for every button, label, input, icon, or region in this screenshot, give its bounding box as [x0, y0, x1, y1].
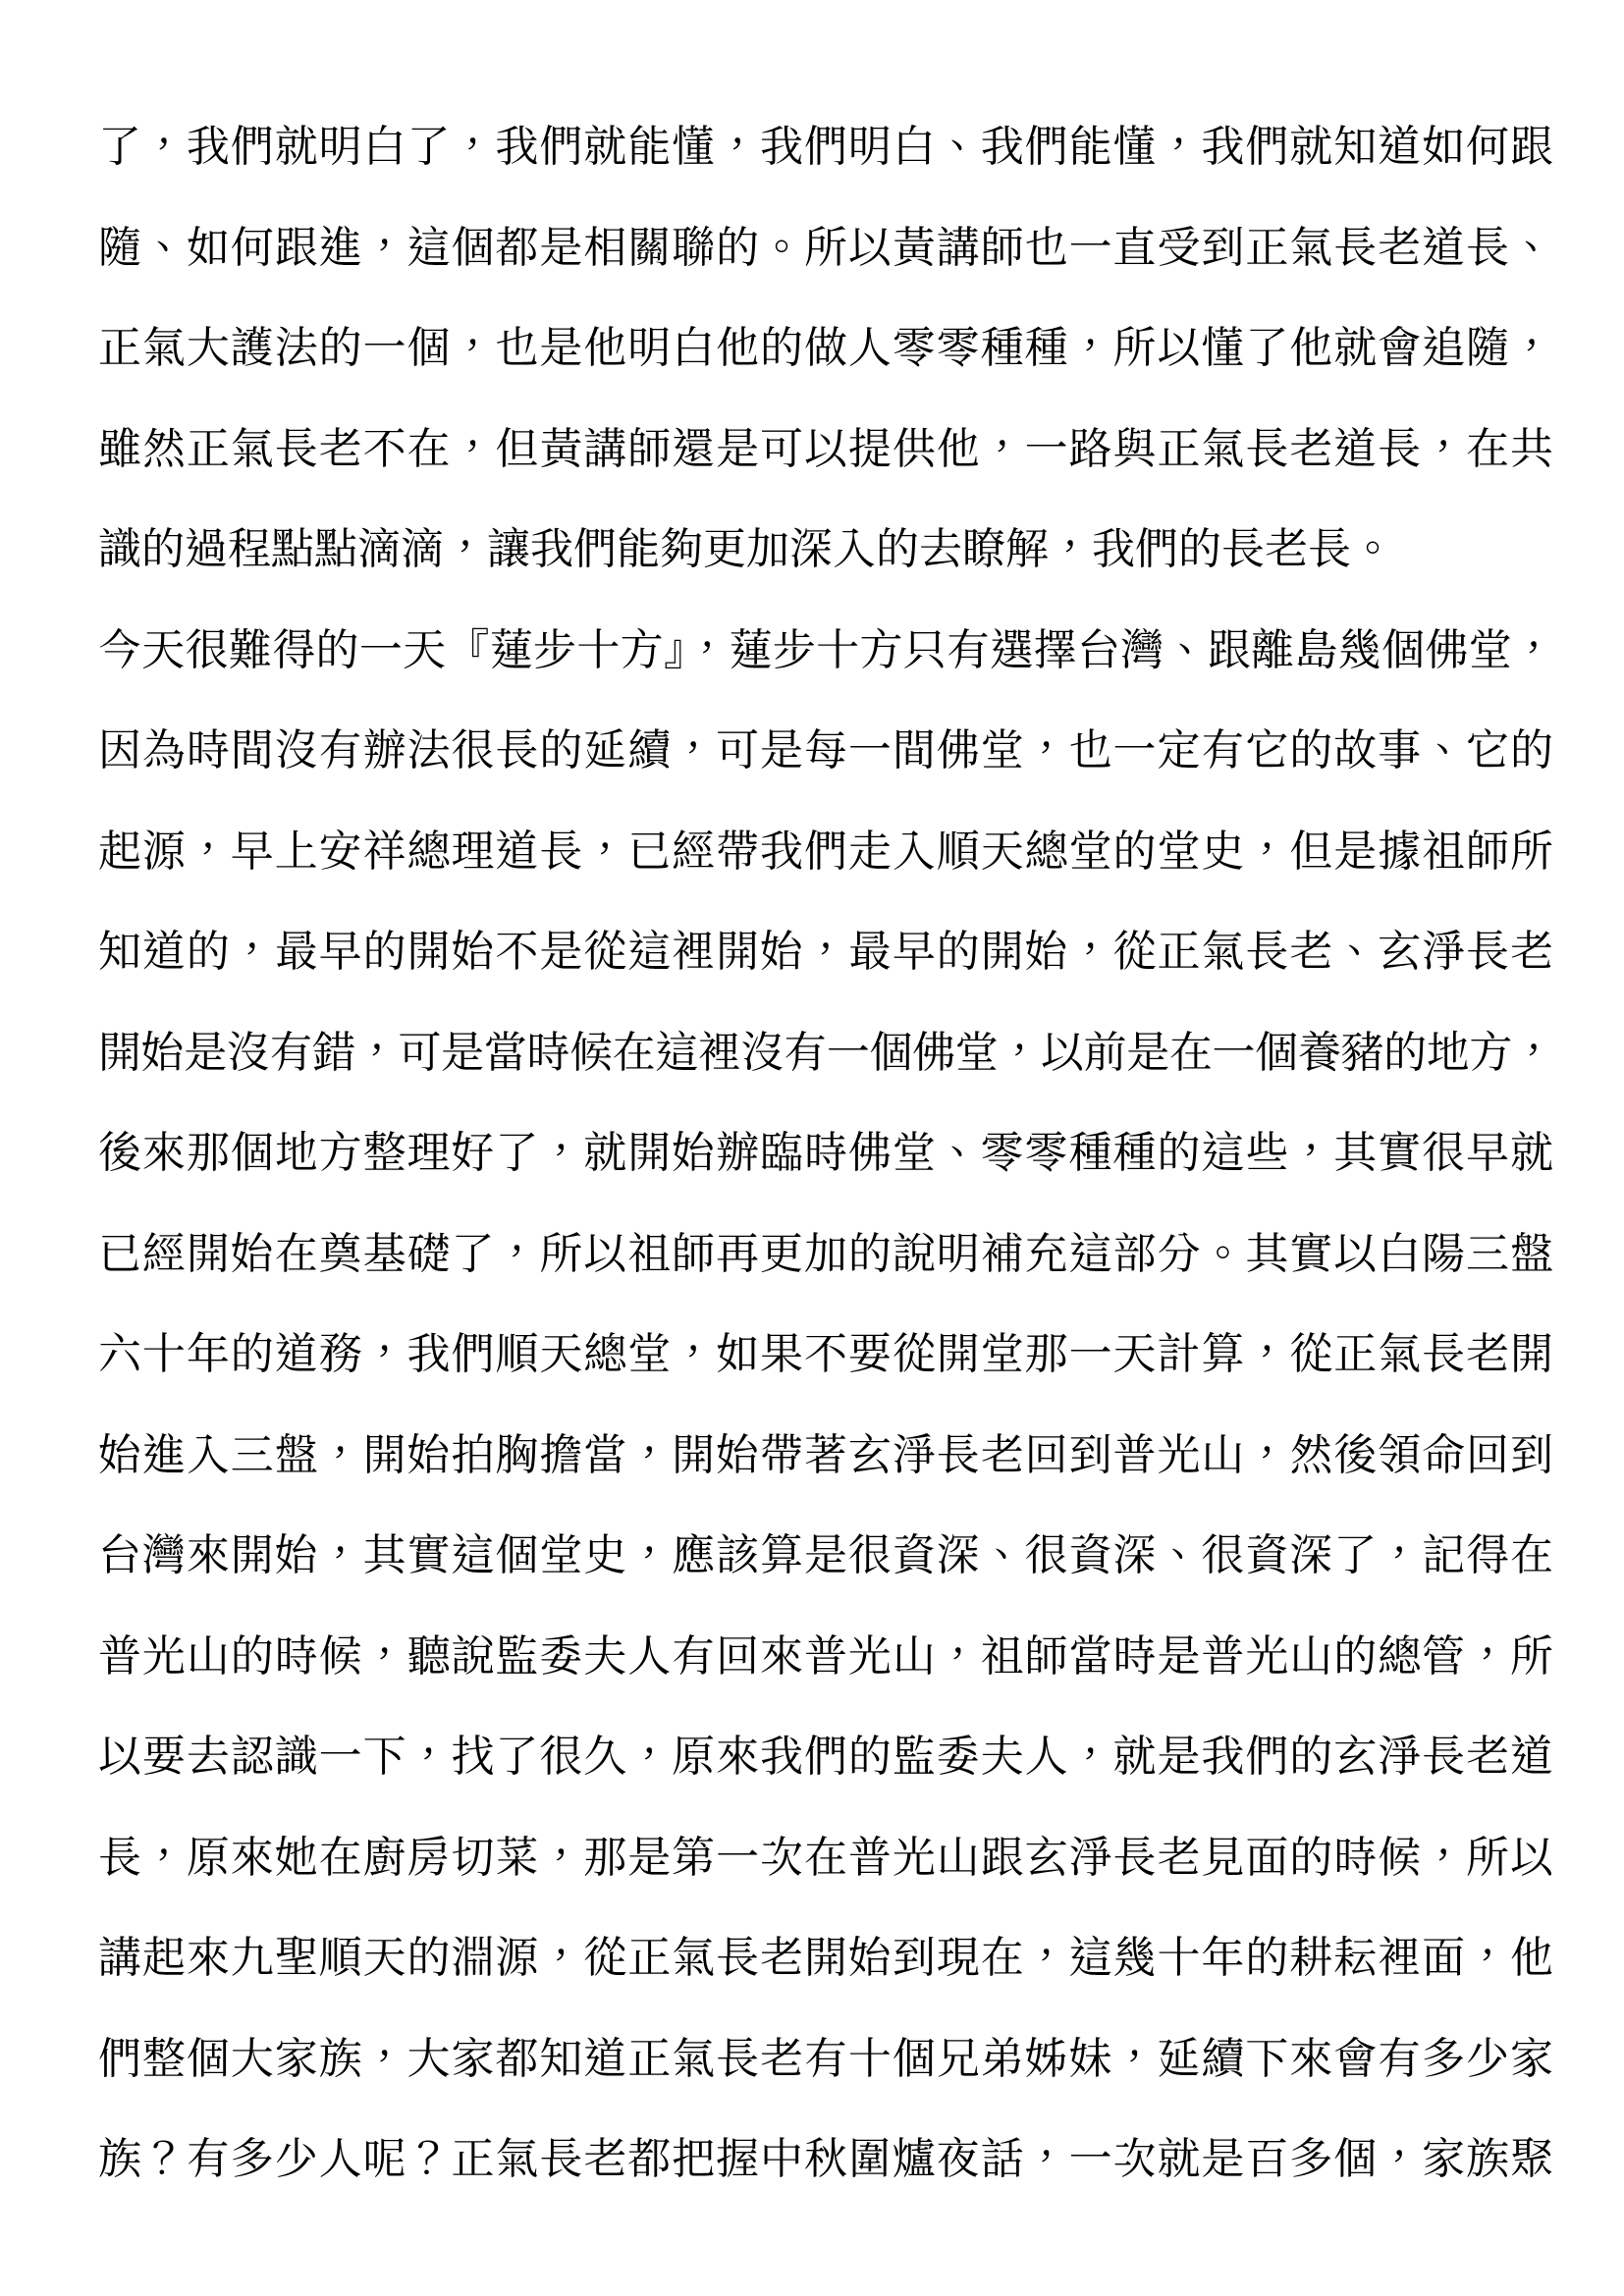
- text-line: 六十年的道務，我們順天總堂，如果不要從開堂那一天計算，從正氣長老開: [98, 1330, 1553, 1378]
- text-line: 了，我們就明白了，我們就能懂，我們明白、我們能懂，我們就知道如何跟: [98, 123, 1553, 171]
- text-line: 雖然正氣長老不在，但黃講師還是可以提供他，一路與正氣長老道長，在共: [98, 424, 1553, 473]
- text-line: 起源，早上安祥總理道長，已經帶我們走入順天總堂的堂史，但是據祖師所: [98, 827, 1553, 876]
- text-line: 識的過程點點滴滴，讓我們能夠更加深入的去瞭解，我們的長老長。: [98, 525, 1394, 573]
- text-line: 隨、如何跟進，這個都是相關聯的。所以黃講師也一直受到正氣長老道長、: [98, 223, 1553, 272]
- text-line: 因為時間沒有辦法很長的延續，可是每一間佛堂，也一定有它的故事、它的: [98, 726, 1553, 774]
- text-line: 以要去認識一下，找了很久，原來我們的監委夫人，就是我們的玄淨長老道: [98, 1733, 1553, 1781]
- paragraph: [98, 601, 1553, 2211]
- text-line: 台灣來開始，其實這個堂史，應該算是很資深、很資深、很資深了，記得在: [98, 1531, 1553, 1579]
- text-line: 正氣大護法的一個，也是他明白他的做人零零種種，所以懂了他就會追隨，: [98, 324, 1553, 372]
- paragraph: [98, 97, 1553, 601]
- text-line: 已經開始在奠基礎了，所以祖師再更加的說明補充這部分。其實以白陽三盤: [98, 1229, 1553, 1278]
- text-line: 們整個大家族，大家都知道正氣長老有十個兄弟姊妹，延續下來會有多少家: [98, 2034, 1553, 2083]
- text-line: 今天很難得的一天『蓮步十方』，蓮步十方只有選擇台灣、跟離島幾個佛堂，: [98, 625, 1553, 674]
- text-line: 講起來九聖順天的淵源，從正氣長老開始到現在，這幾十年的耕耘裡面，他: [98, 1934, 1553, 1982]
- text-line: 後來那個地方整理好了，就開始辦臨時佛堂、零零種種的這些，其實很早就: [98, 1129, 1553, 1177]
- text-line: 開始是沒有錯，可是當時候在這裡沒有一個佛堂，以前是在一個養豬的地方，: [98, 1028, 1553, 1077]
- text-line: 長，原來她在廚房切菜，那是第一次在普光山跟玄淨長老見面的時候，所以: [98, 1833, 1553, 1882]
- text-line: 族？有多少人呢？正氣長老都把握中秋圍爐夜話，一次就是百多個，家族聚: [98, 2135, 1553, 2183]
- text-line: 始進入三盤，開始拍胸擔當，開始帶著玄淨長老回到普光山，然後領命回到: [98, 1430, 1553, 1479]
- text-line: 知道的，最早的開始不是從這裡開始，最早的開始，從正氣長老、玄淨長老: [98, 928, 1553, 976]
- text-line: 普光山的時候，聽說監委夫人有回來普光山，祖師當時是普光山的總管，所: [98, 1631, 1553, 1681]
